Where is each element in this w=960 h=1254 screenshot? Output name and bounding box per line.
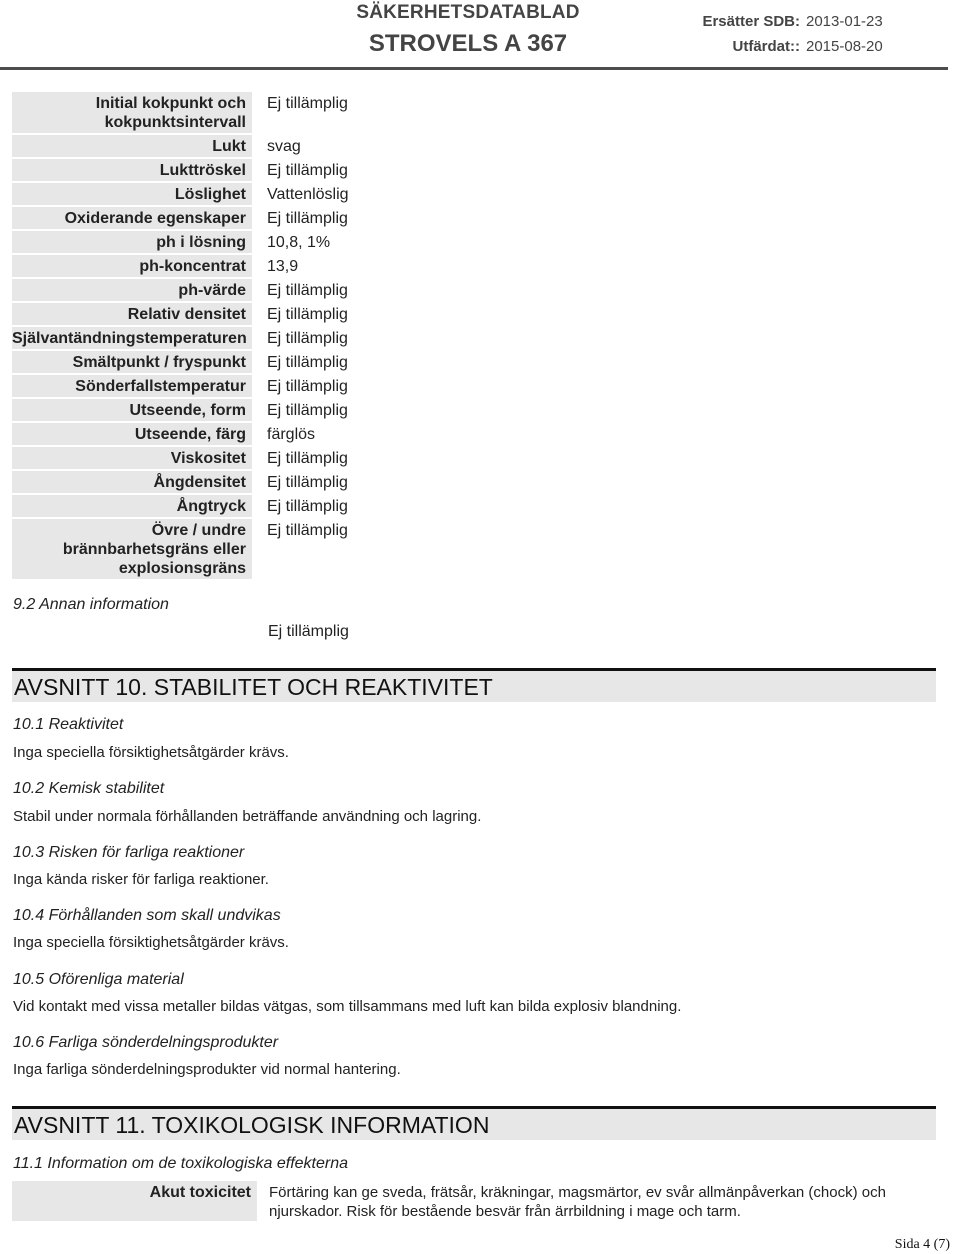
subsection-text: Inga speciella försiktighetsåtgärder krävs. [13,934,289,951]
property-label: Utseende, färg [12,423,252,445]
property-value: Ej tillämplig [267,95,348,112]
property-value: Ej tillämplig [267,522,348,539]
property-label: ph-koncentrat [12,255,252,277]
properties-table [12,92,942,581]
property-value: Ej tillämplig [267,330,348,347]
property-row [12,135,942,157]
property-label: Lukttröskel [12,159,252,181]
subsection-heading: 10.2 Kemisk stabilitet [13,780,165,797]
subsection-text: Inga speciella försiktighetsåtgärder krävs. [13,744,289,761]
subsection-text: Inga farliga sönderdelningsprodukter vid normal hantering. [13,1061,401,1078]
property-row [12,183,942,205]
property-row [12,495,942,517]
property-row [12,207,942,229]
property-label: Sönderfallstemperatur [12,375,252,397]
subsection-heading: 10.1 Reaktivitet [13,716,124,733]
subsection-heading: 10.6 Farliga sönderdelningsprodukter [13,1034,279,1051]
property-label: Initial kokpunkt och kokpunktsintervall [12,92,252,133]
property-row [12,159,942,181]
property-value: Ej tillämplig [267,378,348,395]
property-value: 10,8, 1% [267,234,331,251]
property-value: Ej tillämplig [267,306,348,323]
replaces-sdb [700,13,940,30]
property-label: Ångdensitet [12,471,252,493]
property-value: Ej tillämplig [267,474,348,491]
subsection-text: Stabil under normala förhållanden beträffande användning och lagring. [13,808,482,825]
property-label: Självantändningstemperaturen [12,327,252,349]
property-value: Ej tillämplig [267,210,348,227]
property-row [12,327,942,349]
property-value: Vattenlöslig [267,186,349,203]
property-value: Ej tillämplig [267,498,348,515]
acute-toxicity-text: Förtäring kan ge sveda, frätsår, kräkningar, magsmärtor, ev svår allmänpåverkan (chock) och njurskador. Risk för bestående besvär från ärrbildning i mage och tarm. [269,1184,886,1220]
acute-toxicity-label: Akut toxicitet [12,1181,257,1221]
property-label: ph i lösning [12,231,252,253]
issued-label: Utfärdat:: [732,38,800,55]
other-info-heading: 9.2 Annan information [13,596,169,613]
property-label: Relativ densitet [12,303,252,325]
property-value: 13,9 [267,258,299,275]
property-row [12,375,942,397]
property-label: Lukt [12,135,252,157]
property-row [12,279,942,301]
section-10-banner [12,668,936,702]
property-row [12,255,942,277]
property-value: Ej tillämplig [267,402,348,419]
property-value: Ej tillämplig [267,162,348,179]
other-info-value: Ej tillämplig [268,623,349,640]
subsection-heading: 11.1 Information om de toxikologiska effekterna [13,1155,348,1172]
page-number: Sida 4 (7) [894,1237,950,1252]
property-label: Smältpunkt / fryspunkt [12,351,252,373]
property-label: Övre / undre brännbarhetsgräns eller explosionsgräns [12,519,252,579]
subsection-heading: 10.5 Oförenliga material [13,971,184,988]
property-row [12,231,942,253]
property-value: Ej tillämplig [267,282,348,299]
property-row [12,92,942,133]
section-10-title: AVSNITT 10. STABILITET OCH REAKTIVITET [14,674,493,700]
property-label: Ångtryck [12,495,252,517]
property-row [12,399,942,421]
header-divider [0,67,948,70]
issued-date: 2015-08-20 [806,38,883,55]
subsection-heading: 10.4 Förhållanden som skall undvikas [13,907,281,924]
subsection-text: Vid kontakt med vissa metaller bildas vätgas, som tillsammans med luft kan bilda explosiv blandning. [13,998,682,1015]
acute-toxicity-row [12,1181,936,1221]
subsection-heading: 10.3 Risken för farliga reaktioner [13,844,245,861]
property-label: Utseende, form [12,399,252,421]
document-title: SÄKERHETSDATABLAD [356,2,580,23]
replaces-date: 2013-01-23 [806,13,883,30]
property-label: Löslighet [12,183,252,205]
property-row [12,423,942,445]
section-11-banner [12,1106,936,1140]
property-label: ph-värde [12,279,252,301]
property-value: Ej tillämplig [267,354,348,371]
replaces-label: Ersätter SDB: [702,13,800,30]
property-label: Oxiderande egenskaper [12,207,252,229]
issued-date-row [700,38,940,55]
product-name: STROVELS A 367 [368,30,568,57]
property-row [12,447,942,469]
property-row [12,471,942,493]
property-row [12,519,942,579]
property-value: svag [267,138,301,155]
section-11-title: AVSNITT 11. TOXIKOLOGISK INFORMATION [14,1112,490,1138]
property-row [12,303,942,325]
property-value: färglös [267,426,316,443]
property-label: Viskositet [12,447,252,469]
subsection-text: Inga kända risker för farliga reaktioner. [13,871,269,888]
property-value: Ej tillämplig [267,450,348,467]
property-row [12,351,942,373]
